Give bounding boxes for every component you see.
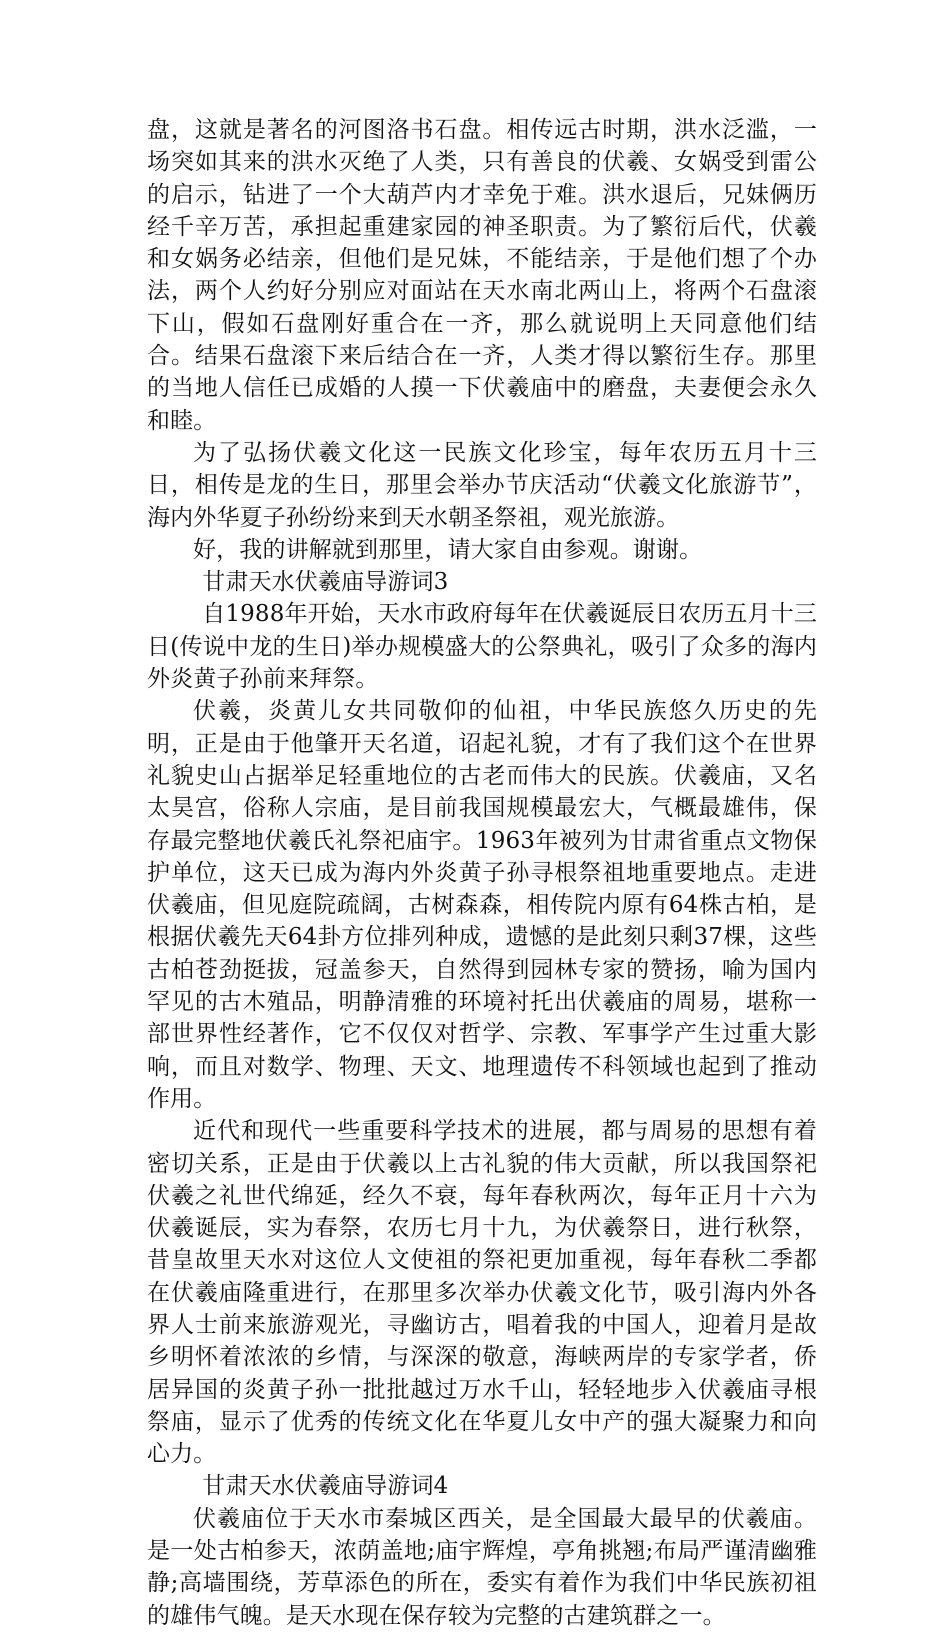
paragraph-closing: 好，我的讲解就到那里，请大家自由参观。谢谢。 (193, 536, 703, 563)
document-body (147, 114, 817, 1632)
paragraph-continuation: 盘，这就是著名的河图洛书石盘。相传远古时期，洪水泛滥，一场突如其来的洪水灭绝了人类，只有善良的伏羲、女娲受到雷公的启示，钻进了一个大葫芦内才幸免于难。洪水退后，兄妹俩历经千辛万苦，承担起重建家园的神圣职责。为了繁衍后代，伏羲和女娲务必结亲，但他们是兄妹，不能结亲，于是他们想了个办法，两个人约好分别应对面站在天水南北两山上，将两个石盘滚下山，假如石盘刚好重合在一齐，那么就说明上天同意他们结合。结果石盘滚下来后结合在一齐，人类才得以繁衍生存。那里的当地人信任已成婚的人摸一下伏羲庙中的磨盘，夫妻便会永久和睦。 (147, 117, 817, 434)
paragraph-fuxi-temple: 伏羲，炎黄儿女共同敬仰的仙祖，中华民族悠久历史的先明，正是由于他肇开天名道，诏起礼貌，才有了我们这个在世界礼貌史山占据举足轻重地位的古老而伟大的民族。伏羲庙，又名太昊宫，俗称人宗庙，是目前我国规模最宏大，气概最雄伟，保存最完整地伏羲氏礼祭祀庙宇。1963年被列为甘肃省重点文物保护单位，这天已成为海内外炎黄子孙寻根祭祖地重要地点。走进伏羲庙，但见庭院疏阔，古树森森，相传院内原有64株古柏，是根据伏羲先天64卦方位排列种成，遗憾的是此刻只剩37棵，这些古柏苍劲挺拔，冠盖参天，自然得到园林专家的赞扬，喻为国内罕见的古木殖品，明静清雅的环境衬托出伏羲庙的周易，堪称一部世界性经著作，它不仅仅对哲学、宗教、军事学产生过重大影响，而且对数学、物理、天文、地理遗传不科领域也起到了推动作用。 (147, 698, 817, 1112)
section-heading-3: 甘肃天水伏羲庙导游词3 (202, 569, 449, 596)
paragraph-festival: 为了弘扬伏羲文化这一民族文化珍宝，每年农历五月十三日，相传是龙的生日，那里会举办节庆活动“伏羲文化旅游节”，海内外华夏子孙纷纷来到天水朝圣祭祖，观光旅游。 (147, 439, 817, 531)
section-heading-4: 甘肃天水伏羲庙导游词4 (202, 1473, 449, 1500)
paragraph-ceremony: 自1988年开始，天水市政府每年在伏羲诞辰日农历五月十三日(传说中龙的生日)举办规模盛大的公祭典礼，吸引了众多的海内外炎黄子孙前来拜祭。 (147, 601, 817, 693)
paragraph-modern-science: 近代和现代一些重要科学技术的进展，都与周易的思想有着密切关系，正是由于伏羲以上古礼貌的伟大贡献，所以我国祭祀伏羲之礼世代绵延，经久不衰，每年春秋两次，每年正月十六为伏羲诞辰，实为春祭，农历七月十九，为伏羲祭日，进行秋祭，昔皇故里天水对这位人文使祖的祭祀更加重视，每年春秋二季都在伏羲庙隆重进行，在那里多次举办伏羲文化节，吸引海内外各界人士前来旅游观光，寻幽访古，唱着我的中国人，迎着月是故乡明怀着浓浓的乡情，与深深的敬意，海峡两岸的专家学者，侨居异国的炎黄子孙一批批越过万水千山，轻轻地步入伏羲庙寻根祭庙，显示了优秀的传统文化在华夏儿女中产的强大凝聚力和向心力。 (147, 1118, 817, 1468)
paragraph-location: 伏羲庙位于天水市秦城区西关，是全国最大最早的伏羲庙。是一处古柏参天，浓荫盖地;庙宇辉煌，亭角挑翘;布局严谨清幽雅静;高墙围绕，芳草添色的所在，委实有着作为我们中华民族初祖的雄伟气魄。是天水现在保存较为完整的古建筑群之一。 (147, 1505, 817, 1629)
